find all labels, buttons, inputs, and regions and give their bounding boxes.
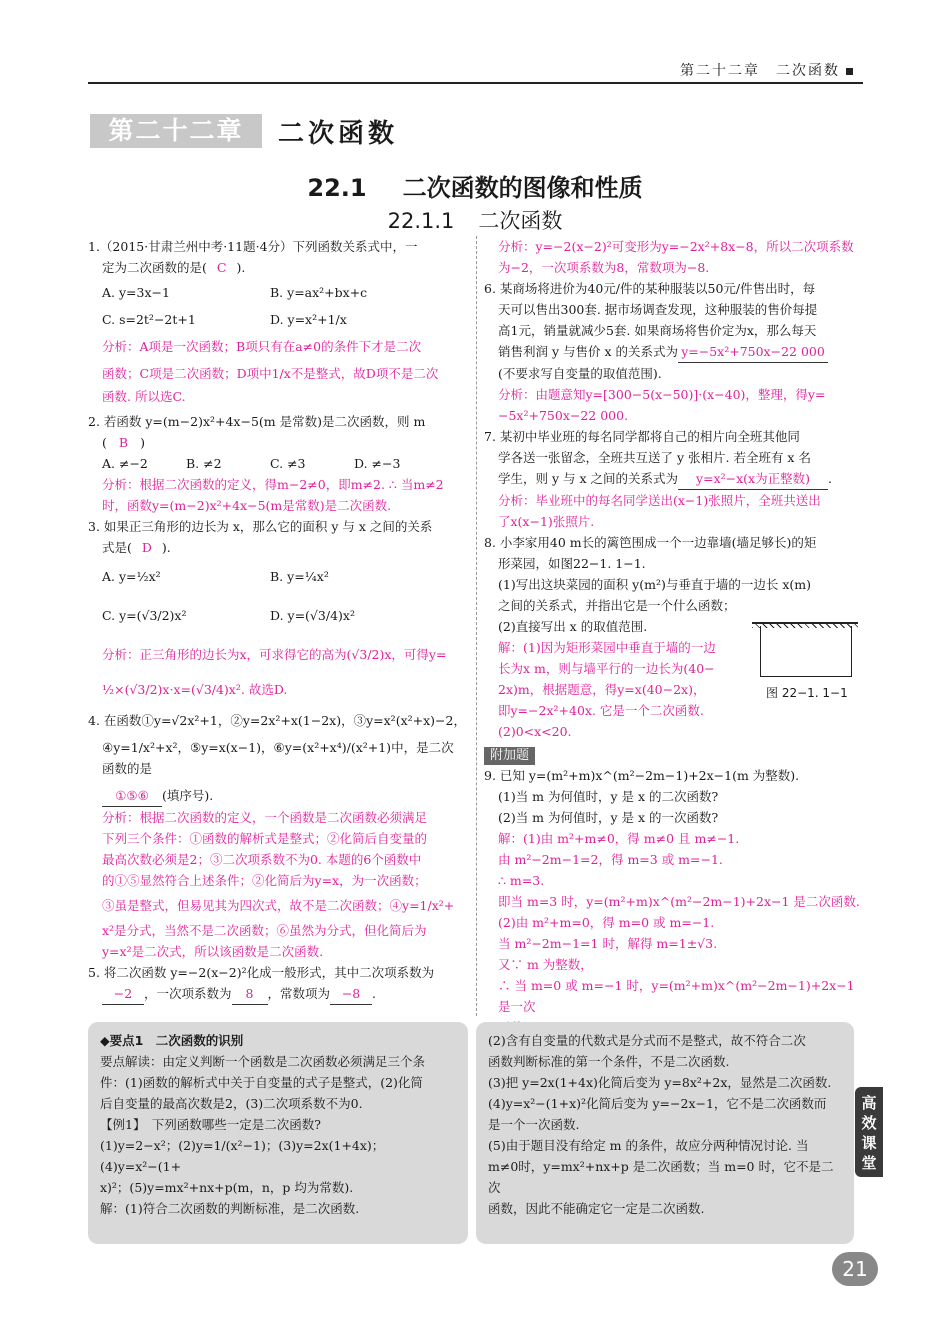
header-square-icon <box>846 68 853 75</box>
q4-analysis-7: y=x²是二次式，所以该函数是二次函数. <box>102 944 324 959</box>
example-solution-1: 解：(1)符合二次函数的判断标准，是二次函数. <box>100 1201 360 1216</box>
left-column <box>88 236 466 1005</box>
q8-solution-1: 解：(1)因为矩形菜园中垂直于墙的一边 <box>498 640 716 655</box>
q8-solution-5: (2)0<x<20. <box>498 724 572 739</box>
key-point-panel-left <box>88 1022 468 1244</box>
q8-solution-2: 长为x m，则与墙平行的一边长为(40− <box>498 661 715 676</box>
q4-analysis-3: 最高次数必须是2；③二次项系数不为0. 本题的6个函数中 <box>102 852 422 867</box>
key-point-line-1: 要点解读：由定义判断一个函数是二次函数必须满足三个条 <box>100 1054 426 1069</box>
q5-text-3: . <box>372 986 377 1001</box>
solution-line-3: (3)把 y=2x(1+4x)化简后变为 y=8x²+2x，显然是二次函数. <box>488 1075 832 1090</box>
q7-answer: y=x²−x(x为正整数) <box>678 468 828 490</box>
q9-solution-5: (2)由 m²+m=0，得 m=0 或 m=−1. <box>498 915 715 930</box>
q1-analysis-3: 函数. 所以选C. <box>102 389 186 404</box>
solution-line-1: (2)含有自变量的代数式是分式而不是整式，故不符合二次 <box>488 1033 806 1048</box>
q8-solution-4: 即y=−2x²+40x. 它是一个二次函数. <box>498 703 704 718</box>
q7-line-2: 学各送一张留念，全班共互送了 y 张相片. 若全班有 x 名 <box>498 450 811 465</box>
solution-line-6: (5)由于题目没有给定 m 的条件，故应分两种情况讨论. 当 <box>488 1138 809 1153</box>
example-line-1: (1)y=2−x²；(2)y=1/(x²−1)；(3)y=2x(1+4x)；(4)y=x²−(1+ <box>100 1138 385 1174</box>
q6-line-5: (不要求写自变量的取值范围). <box>498 366 662 381</box>
chapter-title: 二次函数 <box>278 119 399 149</box>
q2-open: ( <box>102 435 107 450</box>
q9-solution-6: 当 m²−2m−1=1 时，解得 m=1±√3. <box>498 936 718 951</box>
key-point-title: ◆要点1 二次函数的识别 <box>100 1033 244 1048</box>
q8-line-1: 8. 小李家用40 m长的篱笆围成一个一边靠墙(墙足够长)的矩 <box>484 535 817 550</box>
example-title: 【例1】 下列函数哪些一定是二次函数? <box>100 1117 321 1132</box>
q3-stem: 3. 如果正三角形的边长为 x，那么它的面积 y 与 x 之间的关系 <box>88 519 433 534</box>
q1-stem-2 <box>88 257 466 278</box>
q1-option-d: D. y=x²+1/x <box>270 312 347 327</box>
q5-answer-line <box>88 983 466 1005</box>
q3-option-a: A. y=½x² <box>102 569 161 584</box>
running-header <box>680 60 853 80</box>
q9-solution-3: ∴ m=3. <box>498 873 545 888</box>
q2-options <box>88 453 466 474</box>
q5-stem: 5. 将二次函数 y=−2(x−2)²化成一般形式，其中二次项系数为 <box>88 965 435 980</box>
q9-solution-4: 即当 m=3 时，y=(m²+m)x^(m²−2m−1)+2x−1 是二次函数. <box>498 894 860 909</box>
q8-line-2: 形菜园，如图22−1. 1−1. <box>498 556 646 571</box>
q1-close: ). <box>236 260 246 275</box>
q1-answer: C <box>216 260 227 275</box>
q3-analysis-2: ½×(√3/2)x·x=(√3/4)x². 故选D. <box>102 682 288 697</box>
q4-tail: (填序号). <box>162 788 214 803</box>
q6-analysis-1: 分析：由题意知y=[300−5(x−50)]·(x−40)，整理，得y= <box>498 387 826 402</box>
q4-answer-line <box>88 785 466 807</box>
solution-line-5: 是一个一次函数. <box>488 1117 580 1132</box>
q2-answer: B <box>118 435 129 450</box>
q1-analysis-2: 函数；C项是二次函数；D项中1/x不是整式，故D项不是二次 <box>102 366 439 381</box>
q3-options-row1 <box>88 566 466 587</box>
q8-line-3: (1)写出这块菜园的面积 y(m²)与垂直于墙的一边长 x(m) <box>498 577 811 592</box>
q5-analysis-1: 分析：y=−2(x−2)²可变形为y=−2x²+8x−8，所以二次项系数 <box>498 239 854 254</box>
q2-close: ) <box>140 435 145 450</box>
section-title <box>0 168 950 203</box>
q3-answer-line <box>88 537 466 558</box>
solution-line-8: 函数，因此不能确定它一定是二次函数. <box>488 1201 705 1216</box>
q9-line-3: (2)当 m 为何值时，y 是 x 的一次函数? <box>498 810 719 825</box>
q1-option-b: B. y=ax²+bx+c <box>270 285 368 300</box>
q1-option-c: C. s=2t²−2t+1 <box>102 312 196 327</box>
q8-line-5: (2)直接写出 x 的取值范围. <box>498 619 648 634</box>
q4-stem-2: ④y=1/x²+x²，⑤y=x(x−1)，⑥y=(x²+x⁴)/(x²+1)中，是二次函数的是 <box>102 740 454 776</box>
solution-line-7: m≠0时，y=mx²+nx+p 是二次函数；当 m=0 时，它不是二次 <box>488 1159 834 1195</box>
q6-line-2: 天可以售出300套. 据市场调查发现，这种服装的售价每提 <box>498 302 818 317</box>
q1-option-a: A. y=3x−1 <box>102 285 170 300</box>
subsection-title <box>0 205 950 235</box>
q2-answer-line <box>88 432 466 453</box>
q4-analysis-2: 下列三个条件：①函数的解析式是整式；②化简后自变量的 <box>102 831 428 846</box>
q5-answer-linear: 8 <box>232 983 268 1005</box>
q1-options-row1 <box>88 282 466 303</box>
q9-solution-2: 由 m²−2m−1=2，得 m=3 或 m=−1. <box>498 852 723 867</box>
q3-option-c: C. y=(√3/2)x² <box>102 608 187 623</box>
section-name: 二次函数的图像和性质 <box>402 174 643 202</box>
figure-caption: 图 22−1. 1−1 <box>766 686 848 700</box>
q2-option-a: A. ≠−2 <box>102 456 148 471</box>
q7-analysis-1: 分析：毕业班中的每名同学送出(x−1)张照片，全班共送出 <box>498 493 821 508</box>
q3-option-d: D. y=(√3/4)x² <box>270 608 355 623</box>
q2-option-b: B. ≠2 <box>186 456 222 471</box>
q5-answer-quadratic: −2 <box>102 983 144 1005</box>
header-topic: 二次函数 <box>776 63 840 79</box>
solution-line-4: (4)y=x²−(1+x)²化简后变为 y=−2x−1，它不是二次函数而 <box>488 1096 827 1111</box>
q1-options-row2 <box>88 309 466 330</box>
q4-analysis-6: x²是分式，当然不是二次函数；⑥虽然为分式，但化简后为 <box>102 923 427 938</box>
q9-solution-1: 解：(1)由 m²+m≠0，得 m≠0 且 m≠−1. <box>498 831 740 846</box>
q4-answer: ①⑤⑥ <box>102 785 162 807</box>
q7-analysis-2: 了x(x−1)张照片. <box>498 514 595 529</box>
page-number: 21 <box>832 1252 878 1286</box>
q6-line-4 <box>484 341 862 363</box>
header-rule <box>88 82 863 84</box>
q7-line-1: 7. 某初中毕业班的每名同学都将自己的相片向全班其他同 <box>484 429 800 444</box>
chapter-label: 第二十二章 <box>90 114 262 148</box>
example-line-2: x)²；(5)y=mx²+nx+p(m，n，p 均为常数). <box>100 1180 354 1195</box>
solution-line-2: 函数判断标准的第一个条件，不是二次函数. <box>488 1054 730 1069</box>
extra-question-tag: 附加题 <box>484 747 535 765</box>
q4-stem: 4. 在函数①y=√2x²+1，②y=2x²+x(1−2x)，③y=x²(x²+x)−2， <box>88 713 466 728</box>
q6-line-4-text: 销售利润 y 与售价 x 的关系式为 <box>498 344 679 359</box>
q5-text-1: ，一次项系数为 <box>144 986 232 1001</box>
key-point-panel-right <box>476 1022 854 1244</box>
q4-analysis-4: 的①⑤显然符合上述条件；②化简后为y=x，为一次函数； <box>102 873 427 888</box>
q2-analysis-2: 时，函数y=(m−2)x²+4x−5(m是常数)是二次函数. <box>102 498 392 513</box>
q2-option-d: D. ≠−3 <box>354 456 401 471</box>
q6-analysis-2: −5x²+750x−22 000. <box>498 408 629 423</box>
q9-solution-7: 又∵ m 为整数， <box>498 957 593 972</box>
q7-line-3: 学生，则 y 与 x 之间的关系式为 y=x²−x(x为正整数) . <box>484 468 862 490</box>
q5-analysis-2: 为−2，一次项系数为8，常数项为−8. <box>498 260 710 275</box>
subsection-number: 22.1.1 <box>387 209 455 233</box>
q2-analysis-1: 分析：根据二次函数的定义，得m−2≠0，即m≠2. ∴ 当m≠2 <box>102 477 444 492</box>
q3-option-b: B. y=¼x² <box>270 569 329 584</box>
q9-line-2: (1)当 m 为何值时，y 是 x 的二次函数? <box>498 789 719 804</box>
q2-option-c: C. ≠3 <box>270 456 306 471</box>
q2-stem: 2. 若函数 y=(m−2)x²+4x−5(m 是常数)是二次函数，则 m <box>88 414 426 429</box>
q7-line-3-text: 学生，则 y 与 x 之间的关系式为 <box>498 471 679 486</box>
q1-stem-2-text: 定为二次函数的是( <box>102 260 207 275</box>
q4-analysis-1: 分析：根据二次函数的定义，一个函数是二次函数必须满足 <box>102 810 428 825</box>
column-divider <box>476 236 478 1016</box>
header-chapter: 第二十二章 <box>680 63 760 79</box>
q5-text-2: ，常数项为 <box>267 986 331 1001</box>
side-tab-efficient-class: 高效课堂 <box>855 1087 883 1177</box>
q5-answer-constant: −8 <box>330 983 372 1005</box>
q3-options-row2 <box>88 605 466 626</box>
q4-analysis-5: ③虽是整式，但易见其为四次式，故不是二次函数；④y=1/x²+ <box>102 898 455 913</box>
figure-garden-rectangle <box>760 626 852 677</box>
q9-line-1: 9. 已知 y=(m²+m)x^(m²−2m−1)+2x−1(m 为整数). <box>484 768 800 783</box>
q9-solution-8: ∴ 当 m=0 或 m=−1 时，y=(m²+m)x^(m²−2m−1)+2x−1 是一次 <box>498 978 855 1014</box>
q3-analysis-1: 分析：正三角形的边长为x，可求得它的高为(√3/2)x，可得y= <box>102 647 447 662</box>
q1-stem: 1.（2015·甘肃兰州中考·11题·4分）下列函数关系式中，一 <box>88 239 418 254</box>
key-point-line-2: 件：(1)函数的解析式中关于自变量的式子是整式，(2)化简 <box>100 1075 423 1090</box>
q8-line-4: 之间的关系式，并指出它是一个什么函数； <box>498 598 736 613</box>
subsection-name: 二次函数 <box>478 209 563 233</box>
key-point-line-3: 后自变量的最高次数是2，(3)二次项系数不为0. <box>100 1096 363 1111</box>
q1-analysis-1: 分析：A项是一次函数；B项只有在a≠0的条件下才是二次 <box>102 339 422 354</box>
q3-stem-2: 式是( <box>102 540 132 555</box>
section-number: 22.1 <box>307 174 367 202</box>
q8-solution-3: 2x)m，根据题意，得y=x(40−2x)， <box>498 682 706 697</box>
q6-answer: y=−5x²+750x−22 000 <box>678 341 828 363</box>
q3-answer: D <box>141 540 152 555</box>
q3-close: ). <box>161 540 171 555</box>
q6-line-1: 6. 某商场将进价为40元/件的某种服装以50元/件售出时，每 <box>484 281 816 296</box>
q6-line-3: 高1元，销量就减少5套. 如果商场将售价定为x，那么每天 <box>498 323 817 338</box>
